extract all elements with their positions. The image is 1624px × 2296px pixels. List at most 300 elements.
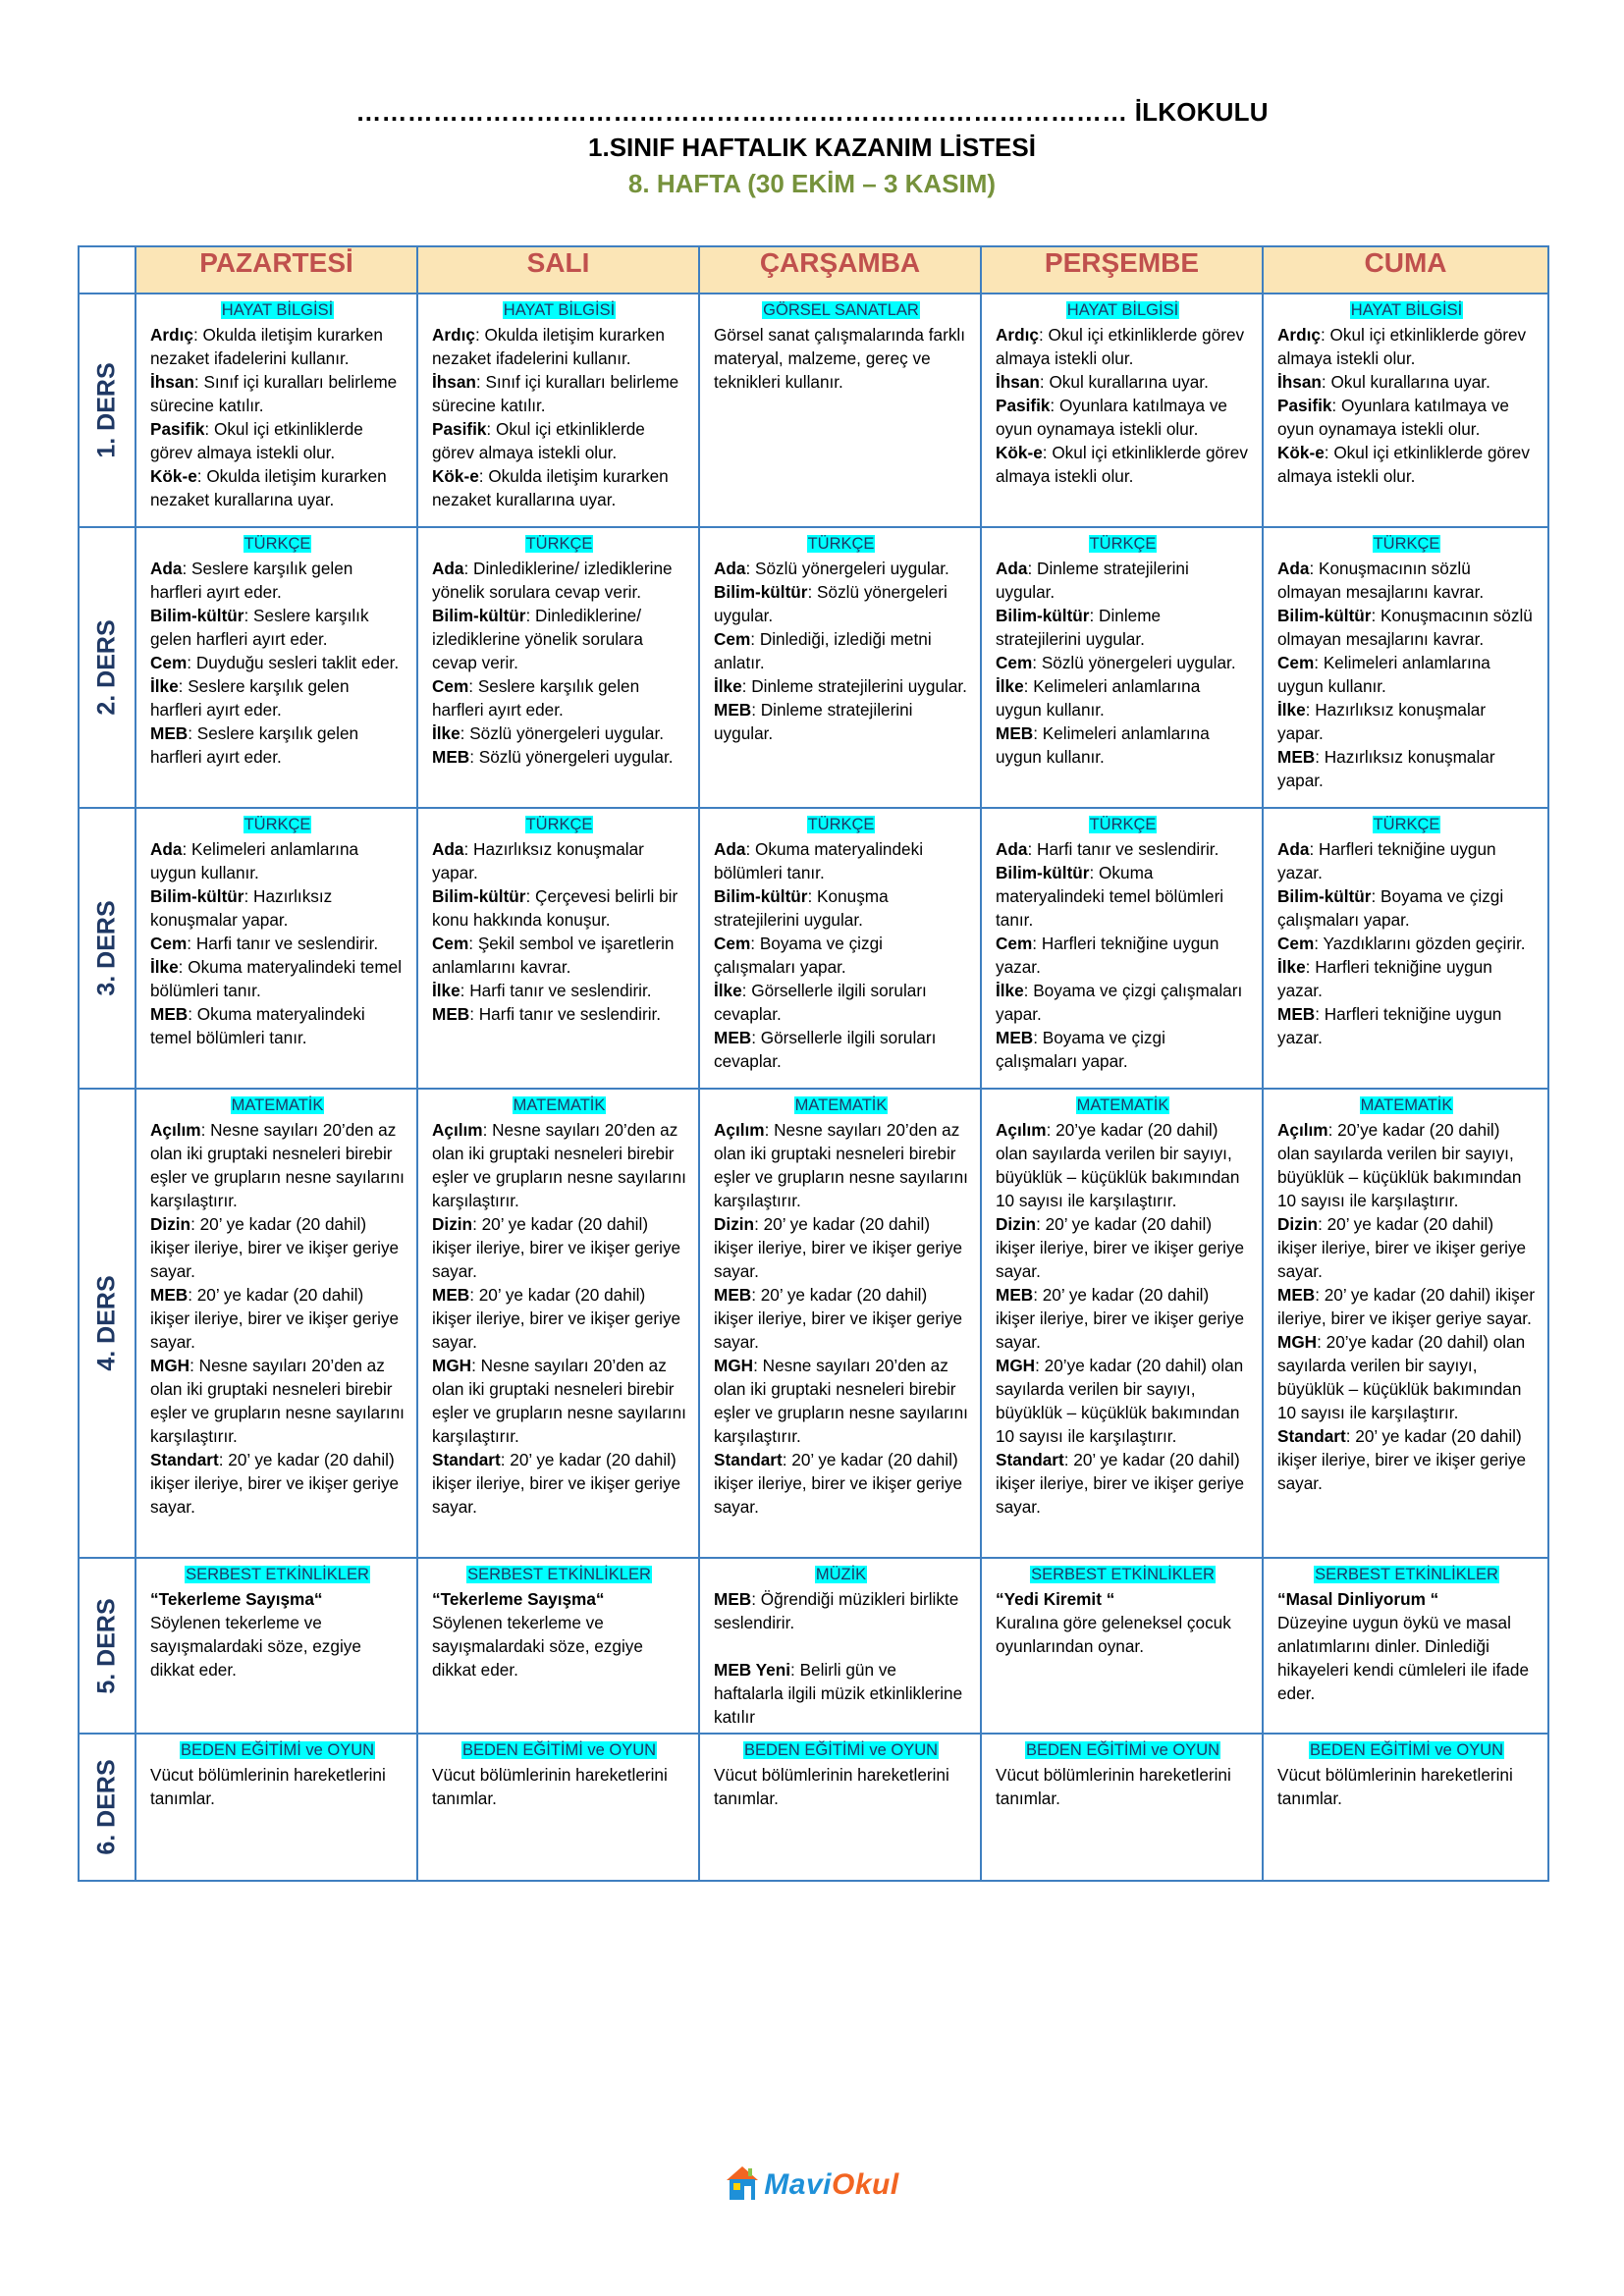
document-title: 1.SINIF HAFTALIK KAZANIM LİSTESİ <box>588 133 1036 162</box>
subject-highlight: TÜRKÇE <box>525 816 593 833</box>
outcome-text: : Okul kurallarına uyar. <box>1321 372 1490 392</box>
outcome-line <box>432 932 686 979</box>
source-label: Pasifik <box>432 419 487 439</box>
source-label: Ada <box>432 839 464 859</box>
outcome-text: : Görsellerle ilgili soruları cevaplar. <box>714 981 927 1024</box>
outcome-line <box>150 557 405 604</box>
lesson-cell-monday <box>135 294 417 527</box>
outcome-text: Kuralına göre geleneksel çocuk oyunlarından oynar. <box>996 1613 1231 1656</box>
subject-label <box>996 1094 1250 1116</box>
corner-cell <box>79 246 135 294</box>
source-label: Bilim-kültür <box>1277 606 1372 625</box>
outcome-text: Vücut bölümlerinin hareketlerini tanımlar. <box>1277 1765 1513 1808</box>
logo-text-okul: Okul <box>832 2168 899 2201</box>
outcome-text: : Oyunlara katılmaya ve oyun oynamaya istekli olur. <box>1277 396 1509 439</box>
outcome-line <box>714 1212 968 1283</box>
source-label: “Tekerleme Sayışma“ <box>432 1589 605 1609</box>
outcome-text: : Okuma materyalindeki temel bölümleri tanır. <box>150 1004 365 1047</box>
outcome-line <box>432 1587 686 1611</box>
subject-label <box>150 1563 405 1585</box>
outcome-text: : Seslere karşılık gelen harfleri ayırt eder. <box>150 606 369 649</box>
week-title: 8. HAFTA (30 EKİM – 3 KASIM) <box>627 169 997 198</box>
subject-label <box>714 813 968 835</box>
outcome-line <box>714 837 968 884</box>
outcome-text: : Harfleri tekniğine uygun yazar. <box>1277 957 1492 1000</box>
outcome-text: : Seslere karşılık gelen harfleri ayırt eder. <box>150 723 359 767</box>
outcome-text: : Okuma materyalindeki temel bölümleri tanır. <box>996 863 1224 930</box>
outcome-line <box>714 1763 968 1810</box>
source-label: Ada <box>150 559 183 578</box>
outcome-text: : Hazırlıksız konuşmalar yapar. <box>1277 700 1487 743</box>
lesson-number-cell <box>79 294 135 527</box>
outcome-line <box>1277 698 1536 745</box>
source-label: MEB Yeni <box>714 1660 791 1680</box>
lesson-cell-thursday <box>981 1734 1263 1881</box>
lesson-cell-tuesday <box>417 1089 699 1558</box>
outcome-text: : Konuşmacının sözlü olmayan mesajlarını kavrar. <box>1277 606 1533 649</box>
outcome-text: : Sınıf içi kuralları belirleme sürecine katılır. <box>432 372 679 415</box>
source-label: Ardıç <box>432 325 475 345</box>
subject-label <box>996 1738 1250 1761</box>
outcome-text: : Boyama ve çizgi çalışmaları yapar. <box>996 1028 1165 1071</box>
lesson-cell-wednesday <box>699 294 981 527</box>
outcome-line <box>432 1763 686 1810</box>
outcome-line <box>996 1026 1250 1073</box>
subject-highlight: SERBEST ETKİNLİKLER <box>186 1566 369 1583</box>
source-label: MEB <box>150 723 189 743</box>
outcome-text: : 20’ ye kadar (20 dahil) ikişer ileriye, birer ve ikişer geriye sayar. <box>996 1285 1245 1352</box>
source-label: İlke <box>996 981 1024 1000</box>
source-label: Ada <box>996 559 1028 578</box>
outcome-line <box>150 955 405 1002</box>
subject-label <box>714 532 968 555</box>
outcome-text: : Kelimeleri anlamlarına uygun kullanır. <box>1277 653 1490 696</box>
source-label: Cem <box>996 934 1033 953</box>
outcome-line <box>150 651 405 674</box>
subject-label <box>996 298 1250 321</box>
outcome-text: : Harfi tanır ve seslendirir. <box>469 1004 662 1024</box>
source-label: Ardıç <box>150 325 193 345</box>
source-label: MEB <box>714 1285 752 1305</box>
source-label: Ardıç <box>996 325 1039 345</box>
source-label: Bilim-kültür <box>1277 886 1372 906</box>
outcome-text: : Kelimeleri anlamlarına uygun kullanır. <box>996 723 1210 767</box>
outcome-line <box>150 1212 405 1283</box>
footer <box>0 2164 1624 2207</box>
outcome-text: : 20’ ye kadar (20 dahil) ikişer ileriye, birer ve ikişer geriye sayar. <box>432 1285 681 1352</box>
subject-highlight: HAYAT BİLGİSİ <box>1350 301 1463 319</box>
outcome-line <box>1277 745 1536 792</box>
outcome-line <box>432 745 686 769</box>
outcome-line <box>1277 1118 1536 1212</box>
source-label: Pasifik <box>150 419 205 439</box>
outcome-line <box>996 721 1250 769</box>
outcome-text: : Nesne sayıları 20’den az olan iki gruptaki nesneleri birebir eşler ve grupların nesne sayılarını karşılaştırır. <box>150 1120 405 1210</box>
lesson-cell-tuesday <box>417 527 699 808</box>
outcome-text: : 20’ ye kadar (20 dahil) ikişer ileriye, birer ve ikişer geriye sayar. <box>714 1214 963 1281</box>
outcome-text: : Dinleme stratejilerini uygular. <box>996 606 1162 649</box>
outcome-text: : Okul içi etkinliklerde görev almaya istekli olur. <box>1277 443 1530 486</box>
subject-highlight: TÜRKÇE <box>1373 816 1440 833</box>
subject-highlight: BEDEN EĞİTİMİ ve OYUN <box>1025 1741 1220 1759</box>
outcome-line <box>996 1212 1250 1283</box>
subject-highlight: HAYAT BİLGİSİ <box>503 301 616 319</box>
outcome-text: : Harfleri tekniğine uygun yazar. <box>1277 839 1496 882</box>
maviokul-logo <box>725 2164 898 2202</box>
source-label: İlke <box>1277 700 1306 720</box>
outcome-text: Vücut bölümlerinin hareketlerini tanımlar. <box>714 1765 949 1808</box>
source-label: Kök-e <box>432 466 479 486</box>
source-label: Dizin <box>996 1214 1037 1234</box>
lesson-number-label: 5. DERS <box>92 1597 121 1694</box>
lesson-row <box>79 808 1548 1089</box>
lesson-row <box>79 294 1548 527</box>
outcome-text: : Hazırlıksız konuşmalar yapar. <box>1277 747 1495 790</box>
outcome-text: : Kelimeleri anlamlarına uygun kullanır. <box>150 839 359 882</box>
lesson-cell-monday <box>135 808 417 1089</box>
lesson-cell-monday <box>135 1089 417 1558</box>
source-label: MGH <box>432 1356 472 1375</box>
subject-label <box>150 532 405 555</box>
source-label: Ada <box>1277 559 1310 578</box>
outcome-line <box>432 837 686 884</box>
outcome-line <box>1277 932 1536 955</box>
outcome-line <box>432 674 686 721</box>
subject-label <box>714 298 968 321</box>
source-label: Pasifik <box>1277 396 1332 415</box>
source-label: MEB <box>996 723 1034 743</box>
lesson-row <box>79 527 1548 808</box>
source-label: MEB <box>1277 747 1316 767</box>
subject-label <box>1277 532 1536 555</box>
outcome-line <box>432 464 686 511</box>
lesson-rows <box>79 294 1548 1881</box>
outcome-line <box>150 721 405 769</box>
outcome-text: Düzeyine uygun öykü ve masal anlatımlarını dinler. Dinlediği hikayeleri kendi cümleleri ile ifade eder. <box>1277 1613 1530 1703</box>
outcome-text: : 20’ ye kadar (20 dahil) ikişer ileriye, birer ve ikişer geriye sayar. <box>150 1450 400 1517</box>
source-label: Açılım <box>1277 1120 1328 1140</box>
subject-highlight: TÜRKÇE <box>1089 816 1157 833</box>
lesson-cell-friday <box>1263 294 1548 527</box>
source-label: MEB <box>150 1285 189 1305</box>
outcome-line <box>714 1026 968 1073</box>
source-label: Standart <box>150 1450 219 1469</box>
source-label: Bilim-kültür <box>150 886 244 906</box>
outcome-text: : 20’ ye kadar (20 dahil) ikişer ileriye, birer ve ikişer geriye sayar. <box>714 1450 963 1517</box>
source-label: İlke <box>996 676 1024 696</box>
source-label: Cem <box>150 653 188 672</box>
logo-text <box>764 2168 898 2202</box>
outcome-line <box>150 464 405 511</box>
outcome-line <box>150 1354 405 1448</box>
outcome-line <box>996 441 1250 488</box>
lesson-number-cell <box>79 527 135 808</box>
source-label: İhsan <box>1277 372 1322 392</box>
source-label: İlke <box>714 676 742 696</box>
subject-label <box>150 1738 405 1761</box>
subject-highlight: MATEMATİK <box>1076 1096 1169 1114</box>
outcome-line <box>714 932 968 979</box>
source-label: MGH <box>1277 1332 1318 1352</box>
subject-label <box>1277 1094 1536 1116</box>
source-label: Kök-e <box>150 466 197 486</box>
source-label: MEB <box>1277 1004 1316 1024</box>
outcome-text: : 20’ ye kadar (20 dahil) ikişer ileriye, birer ve ikişer geriye sayar. <box>1277 1214 1527 1281</box>
subject-label <box>1277 298 1536 321</box>
subject-label <box>1277 813 1536 835</box>
outcome-line <box>150 1283 405 1354</box>
source-label: Bilim-kültür <box>150 606 244 625</box>
lesson-cell-thursday <box>981 1089 1263 1558</box>
source-label: İhsan <box>996 372 1040 392</box>
source-label: Dizin <box>714 1214 755 1234</box>
outcome-text: : Şekil sembol ve işaretlerin anlamlarını kavrar. <box>432 934 675 977</box>
subject-highlight: TÜRKÇE <box>807 535 875 553</box>
outcome-line <box>1277 557 1536 604</box>
subject-highlight: SERBEST ETKİNLİKLER <box>1031 1566 1215 1583</box>
outcome-text: : Sözlü yönergeleri uygular. <box>714 582 947 625</box>
lesson-row <box>79 1734 1548 1881</box>
outcome-line <box>432 1118 686 1212</box>
source-label: “Tekerleme Sayışma“ <box>150 1589 323 1609</box>
source-label: Bilim-kültür <box>714 582 808 602</box>
lesson-cell-wednesday <box>699 808 981 1089</box>
outcome-line <box>432 979 686 1002</box>
subject-label <box>432 1563 686 1585</box>
outcome-line <box>1277 651 1536 698</box>
subject-label <box>432 1094 686 1116</box>
source-label: MEB <box>714 700 752 720</box>
outcome-line <box>1277 1330 1536 1424</box>
outcome-text: : Nesne sayıları 20’den az olan iki gruptaki nesneleri birebir eşler ve grupların nesne sayılarını karşılaştırır. <box>714 1120 968 1210</box>
outcome-line <box>150 674 405 721</box>
outcome-text: : Seslere karşılık gelen harfleri ayırt eder. <box>150 676 350 720</box>
outcome-line <box>996 861 1250 932</box>
outcome-line <box>714 580 968 627</box>
subject-highlight: TÜRKÇE <box>244 816 311 833</box>
source-label: Açılım <box>150 1120 201 1140</box>
outcome-line <box>1277 1587 1536 1611</box>
subject-label <box>714 1563 968 1585</box>
outcome-text: : Okuma materyalindeki temel bölümleri tanır. <box>150 957 403 1000</box>
outcome-line <box>1277 323 1536 370</box>
source-label: MEB <box>432 747 470 767</box>
outcome-line <box>1277 1611 1536 1705</box>
outcome-line <box>714 884 968 932</box>
lesson-cell-thursday <box>981 294 1263 527</box>
source-label: Açılım <box>996 1120 1047 1140</box>
outcome-line <box>432 604 686 674</box>
outcome-text: : Hazırlıksız konuşmalar yapar. <box>150 886 333 930</box>
outcome-text: : Boyama ve çizgi çalışmaları yapar. <box>714 934 883 977</box>
outcome-line <box>150 884 405 932</box>
outcome-text: : Hazırlıksız konuşmalar yapar. <box>432 839 644 882</box>
outcome-line <box>1277 837 1536 884</box>
outcome-line <box>714 698 968 745</box>
subject-highlight: MATEMATİK <box>1360 1096 1453 1114</box>
lesson-cell-friday <box>1263 527 1548 808</box>
lesson-cell-wednesday <box>699 527 981 808</box>
document-header <box>0 94 1624 202</box>
outcome-text: : Okul içi etkinliklerde görev almaya istekli olur. <box>996 443 1248 486</box>
source-label: MEB <box>150 1004 189 1024</box>
outcome-line <box>996 557 1250 604</box>
lesson-number-label: 1. DERS <box>92 362 121 458</box>
source-label: Açılım <box>432 1120 483 1140</box>
outcome-line <box>1277 1002 1536 1049</box>
lesson-cell-monday <box>135 1558 417 1734</box>
day-header-tuesday: SALI <box>417 246 699 294</box>
outcome-text: : Seslere karşılık gelen harfleri ayırt eder. <box>150 559 353 602</box>
outcome-text: : 20’ye kadar (20 dahil) olan sayılarda verilen bir sayıyı, büyüklük – küçüklük bakımından 10 sayısı ile karşılaştırır. <box>1277 1332 1526 1422</box>
subject-label <box>150 298 405 321</box>
outcome-text: : Okulda iletişim kurarken nezaket kurallarına uyar. <box>150 466 387 509</box>
source-label: MEB <box>996 1028 1034 1047</box>
source-label: Kök-e <box>996 443 1043 462</box>
outcome-text: : Harfi tanır ve seslendirir. <box>1027 839 1219 859</box>
outcome-text: : Sözlü yönergeleri uygular. <box>1032 653 1236 672</box>
source-label: Bilim-kültür <box>432 606 526 625</box>
outcome-line <box>432 557 686 604</box>
subject-highlight: SERBEST ETKİNLİKLER <box>1315 1566 1498 1583</box>
outcome-line <box>996 1611 1250 1658</box>
lesson-cell-monday <box>135 1734 417 1881</box>
subject-label <box>996 1563 1250 1585</box>
lesson-number-label: 6. DERS <box>92 1759 121 1855</box>
weekly-plan-table <box>78 245 1549 1882</box>
lesson-cell-thursday <box>981 808 1263 1089</box>
outcome-text: : 20’ye kadar (20 dahil) olan sayılarda verilen bir sayıyı, büyüklük – küçüklük bakımından 10 sayısı ile karşılaştırır. <box>1277 1120 1522 1210</box>
outcome-text: Vücut bölümlerinin hareketlerini tanımlar. <box>432 1765 668 1808</box>
outcome-line <box>1277 394 1536 441</box>
day-header-row <box>79 246 1548 294</box>
lesson-number-cell <box>79 1734 135 1881</box>
subject-label <box>714 1738 968 1761</box>
house-icon <box>725 2164 760 2202</box>
outcome-line <box>996 674 1250 721</box>
outcome-line <box>1277 604 1536 651</box>
outcome-text: : Okul içi etkinliklerde görev almaya istekli olur. <box>1277 325 1527 368</box>
school-name-line: ……………………………………………………………………………… İLKOKULU <box>355 97 1269 127</box>
subject-highlight: HAYAT BİLGİSİ <box>221 301 334 319</box>
logo-text-mavi: Mavi <box>764 2168 832 2201</box>
lesson-number-cell <box>79 1558 135 1734</box>
outcome-line <box>996 979 1250 1026</box>
outcome-line <box>996 932 1250 979</box>
lesson-cell-thursday <box>981 1558 1263 1734</box>
subject-highlight: GÖRSEL SANATLAR <box>763 301 919 319</box>
subject-highlight: MATEMATİK <box>231 1096 324 1114</box>
subject-highlight: BEDEN EĞİTİMİ ve OYUN <box>1309 1741 1504 1759</box>
outcome-text: : Dinleme stratejilerini uygular. <box>996 559 1189 602</box>
outcome-text: : Okuma materyalindeki bölümleri tanır. <box>714 839 924 882</box>
outcome-text: : 20’ ye kadar (20 dahil) ikişer ileriye, birer ve ikişer geriye sayar. <box>150 1214 400 1281</box>
outcome-line <box>996 604 1250 651</box>
lesson-cell-thursday <box>981 527 1263 808</box>
outcome-text: : Sözlü yönergeleri uygular. <box>745 559 949 578</box>
source-label: Ada <box>150 839 183 859</box>
source-label: Standart <box>714 1450 783 1469</box>
subject-highlight: TÜRKÇE <box>1089 535 1157 553</box>
subject-highlight: TÜRKÇE <box>244 535 311 553</box>
outcome-text: Söylenen tekerleme ve sayışmalardaki söze, ezgiye dikkat eder. <box>150 1613 361 1680</box>
outcome-line <box>150 370 405 417</box>
outcome-text: : Nesne sayıları 20’den az olan iki gruptaki nesneleri birebir eşler ve grupların nesne sayılarını karşılaştırır. <box>714 1356 968 1446</box>
outcome-text: : Nesne sayıları 20’den az olan iki gruptaki nesneleri birebir eşler ve grupların nesne sayılarını karşılaştırır. <box>150 1356 405 1446</box>
outcome-text: : Seslere karşılık gelen harfleri ayırt eder. <box>432 676 640 720</box>
outcome-text: : Duyduğu sesleri taklit eder. <box>187 653 400 672</box>
source-label: MGH <box>996 1356 1036 1375</box>
source-label: MEB <box>432 1285 470 1305</box>
source-label: Dizin <box>150 1214 191 1234</box>
outcome-text: Vücut bölümlerinin hareketlerini tanımlar. <box>150 1765 386 1808</box>
outcome-text: : Yazdıklarını gözden geçirir. <box>1314 934 1526 953</box>
source-label: İlke <box>1277 957 1306 977</box>
outcome-line <box>996 651 1250 674</box>
source-label: Standart <box>1277 1426 1346 1446</box>
outcome-line <box>996 1118 1250 1212</box>
lesson-cell-tuesday <box>417 1558 699 1734</box>
subject-label <box>714 1094 968 1116</box>
outcome-text: : Sözlü yönergeleri uygular. <box>460 723 664 743</box>
outcome-text: : 20’ye kadar (20 dahil) olan sayılarda verilen bir sayıyı, büyüklük – küçüklük bakımından 10 sayısı ile karşılaştırır. <box>996 1356 1244 1446</box>
outcome-text: : 20’ ye kadar (20 dahil) ikişer ileriye, birer ve ikişer geriye sayar. <box>714 1285 963 1352</box>
outcome-line <box>996 370 1250 394</box>
source-label: İhsan <box>432 372 476 392</box>
outcome-line <box>150 1611 405 1682</box>
outcome-line <box>714 1587 968 1634</box>
lesson-cell-tuesday <box>417 808 699 1089</box>
source-label: MEB <box>1277 1285 1316 1305</box>
outcome-text: : 20’ ye kadar (20 dahil) ikişer ileriye, birer ve ikişer geriye sayar. <box>432 1214 681 1281</box>
outcome-line <box>714 979 968 1026</box>
source-label: Bilim-kültür <box>996 606 1090 625</box>
outcome-line <box>996 1283 1250 1354</box>
outcome-line <box>432 884 686 932</box>
source-label: Bilim-kültür <box>996 863 1090 882</box>
subject-label <box>996 532 1250 555</box>
outcome-line <box>1277 955 1536 1002</box>
outcome-line <box>150 1118 405 1212</box>
source-label: “Yedi Kiremit “ <box>996 1589 1115 1609</box>
day-header-friday: CUMA <box>1263 246 1548 294</box>
lesson-number-cell <box>79 808 135 1089</box>
outcome-text: : Okulda iletişim kurarken nezaket ifadelerini kullanır. <box>150 325 383 368</box>
line-gap <box>714 1634 968 1658</box>
subject-label <box>432 532 686 555</box>
day-header-wednesday: ÇARŞAMBA <box>699 246 981 294</box>
outcome-text: : 20’ ye kadar (20 dahil) ikişer ileriye, birer ve ikişer geriye sayar. <box>150 1285 400 1352</box>
outcome-text: : Kelimeleri anlamlarına uygun kullanır. <box>996 676 1201 720</box>
source-label: MEB <box>714 1028 752 1047</box>
outcome-text: : 20’ ye kadar (20 dahil) ikişer ileriye, birer ve ikişer geriye sayar. <box>1277 1285 1536 1328</box>
outcome-line <box>432 1283 686 1354</box>
outcome-line <box>150 323 405 370</box>
lesson-cell-friday <box>1263 808 1548 1089</box>
outcome-line <box>432 370 686 417</box>
outcome-text: : Okul içi etkinliklerde görev almaya istekli olur. <box>996 325 1245 368</box>
source-label: Cem <box>714 629 751 649</box>
outcome-line <box>996 1587 1250 1611</box>
outcome-line <box>150 1587 405 1611</box>
outcome-line <box>996 394 1250 441</box>
source-label: Cem <box>714 934 751 953</box>
outcome-line <box>1277 1283 1536 1330</box>
subject-label <box>996 813 1250 835</box>
outcome-text: Görsel sanat çalışmalarında farklı materyal, malzeme, gereç ve teknikleri kullanır. <box>714 325 966 392</box>
lesson-row <box>79 1089 1548 1558</box>
outcome-line <box>1277 1424 1536 1495</box>
